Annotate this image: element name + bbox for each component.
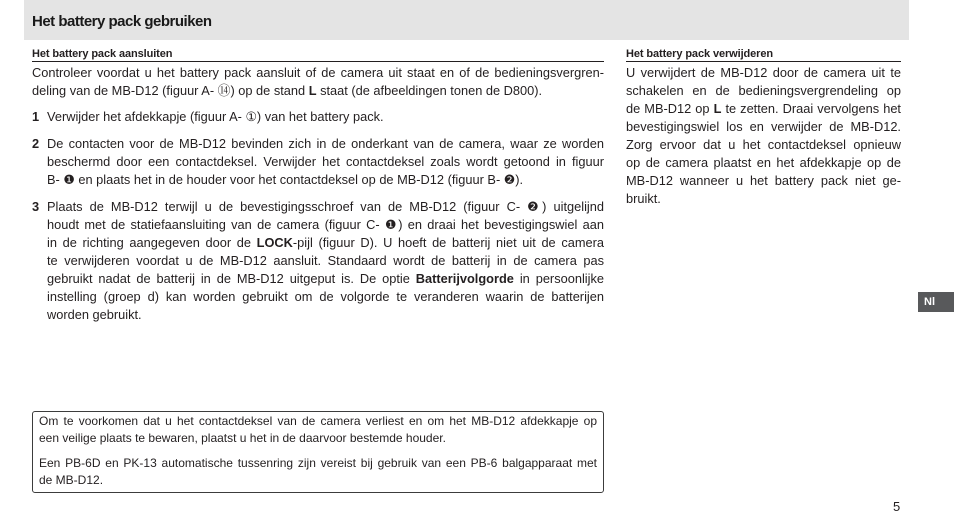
text-line <box>47 234 604 252</box>
text-line <box>47 306 604 324</box>
text-segment: op de camera plaatst en het afdekkapje op de <box>626 155 901 170</box>
text-segment: bruikt. <box>626 191 661 206</box>
step-text <box>47 135 604 189</box>
text-segment: worden gebruikt. <box>47 307 142 322</box>
text-line <box>39 455 597 472</box>
text-line <box>39 413 597 430</box>
step-list <box>32 108 604 324</box>
text-line <box>626 172 901 190</box>
text-segment: instelling (groep d) kan worden gebruikt om de volgorde te veranderen waarin de batterijen <box>47 289 604 304</box>
step-text <box>47 108 604 126</box>
text-segment: beschermd door een contactdeksel. Verwijder het contactdeksel zoals wordt getoond in figuur <box>47 154 604 169</box>
text-segment: in persoonlijke <box>513 271 604 286</box>
text-segment: MB-D12 wanneer u het battery pack niet ge- <box>626 173 901 188</box>
text-segment: Verwijder het afdekkapje (figuur A- ①) van het battery pack. <box>47 109 384 124</box>
remove-paragraph <box>626 64 901 208</box>
text-line <box>47 108 604 126</box>
text-line <box>626 100 901 118</box>
remove-section <box>626 47 901 208</box>
text-segment: Een PB-6D en PK-13 automatische tussenring zijn vereist bij gebruik van een PB-6 balgapparaat met <box>39 456 597 470</box>
text-segment: in de richting aangegeven door de <box>47 235 257 250</box>
text-segment: houdt met de statiefaansluiting van de camera (figuur C- ❶) en draai het bevestigingswiel aan <box>47 217 604 232</box>
text-segment: deling van de MB-D12 (figuur A- ⑭) op de stand <box>32 83 309 98</box>
page-title: Het battery pack gebruiken <box>32 13 212 30</box>
text-line <box>626 82 901 100</box>
text-line <box>47 135 604 153</box>
text-segment: te zetten. Draai vervolgens het <box>721 101 901 116</box>
step-text <box>47 198 604 324</box>
step-item <box>32 135 604 189</box>
text-line <box>47 216 604 234</box>
bold-term: L <box>308 83 317 98</box>
text-segment: U verwijdert de MB-D12 door de camera uit te <box>626 65 901 80</box>
intro-paragraph <box>32 64 604 100</box>
attach-section <box>32 47 604 324</box>
step-item <box>32 108 604 126</box>
text-segment: staat (de afbeeldingen tonen de D800). <box>316 83 543 98</box>
note-paragraph <box>39 455 597 489</box>
section-heading-attach: Het battery pack aansluiten <box>32 47 604 62</box>
text-line <box>47 270 604 288</box>
text-segment: De contacten voor de MB-D12 bevinden zich in de onderkant van de camera, waar ze worden <box>47 136 604 151</box>
text-line <box>47 252 604 270</box>
step-item <box>32 198 604 324</box>
language-tab: Nl <box>918 292 954 312</box>
page-number: 5 <box>893 499 901 514</box>
text-segment: Om te voorkomen dat u het contactdeksel van de camera verliest en om het MB-D12 afdekkapje op <box>39 414 597 428</box>
text-line <box>626 190 901 208</box>
text-line <box>39 430 597 447</box>
text-segment: de MB-D12. <box>39 473 104 487</box>
text-line <box>47 288 604 306</box>
text-segment: schakelen en de bedieningsvergrendeling op <box>626 83 901 98</box>
text-line <box>32 82 604 100</box>
bold-term: LOCK <box>256 235 293 250</box>
bold-term: Batterijvolgorde <box>415 271 514 286</box>
note-paragraph <box>39 413 597 447</box>
step-number: 2 <box>32 136 40 151</box>
text-segment: bevestigingswiel los en verwijder de MB-D12. <box>626 119 901 134</box>
text-segment: te verwijderen voordat u de MB-D12 aansluit. Standaard wordt de batterij in de camera pas <box>47 253 604 268</box>
step-number: 3 <box>32 199 40 214</box>
text-segment: een veilige plaats te bewaren, plaatst u het in de daarvoor bestemde houder. <box>39 431 446 445</box>
text-line <box>39 472 597 489</box>
text-line <box>47 153 604 171</box>
text-segment: gebruikt nadat de batterij in de MB-D12 uitgeput is. De optie <box>47 271 416 286</box>
text-segment: B- ❶ en plaats het in de houder voor het contactdeksel op de MB-D12 (figuur B- ❷). <box>47 172 524 187</box>
text-line <box>47 171 604 189</box>
text-line <box>47 198 604 216</box>
note-box <box>32 411 604 493</box>
text-line <box>626 64 901 82</box>
text-segment: Plaats de MB-D12 terwijl u de bevestigingsschroef van de MB-D12 (figuur C- ❷) uitgelijnd <box>47 199 604 214</box>
text-segment: de MB-D12 op <box>626 101 714 116</box>
text-line <box>626 118 901 136</box>
text-line <box>32 64 604 82</box>
text-segment: -pijl (figuur D). U hoeft de batterij niet uit de camera <box>292 235 604 250</box>
text-line <box>626 154 901 172</box>
text-segment: Zorg ervoor dat u het contactdeksel opnieuw <box>626 137 901 152</box>
section-heading-remove: Het battery pack verwijderen <box>626 47 901 62</box>
bold-term: L <box>713 101 722 116</box>
text-segment: Controleer voordat u het battery pack aansluit of de camera uit staat en of de bedieningsvergren- <box>32 65 604 80</box>
header-bar <box>24 0 909 40</box>
step-number: 1 <box>32 109 40 124</box>
text-line <box>626 136 901 154</box>
